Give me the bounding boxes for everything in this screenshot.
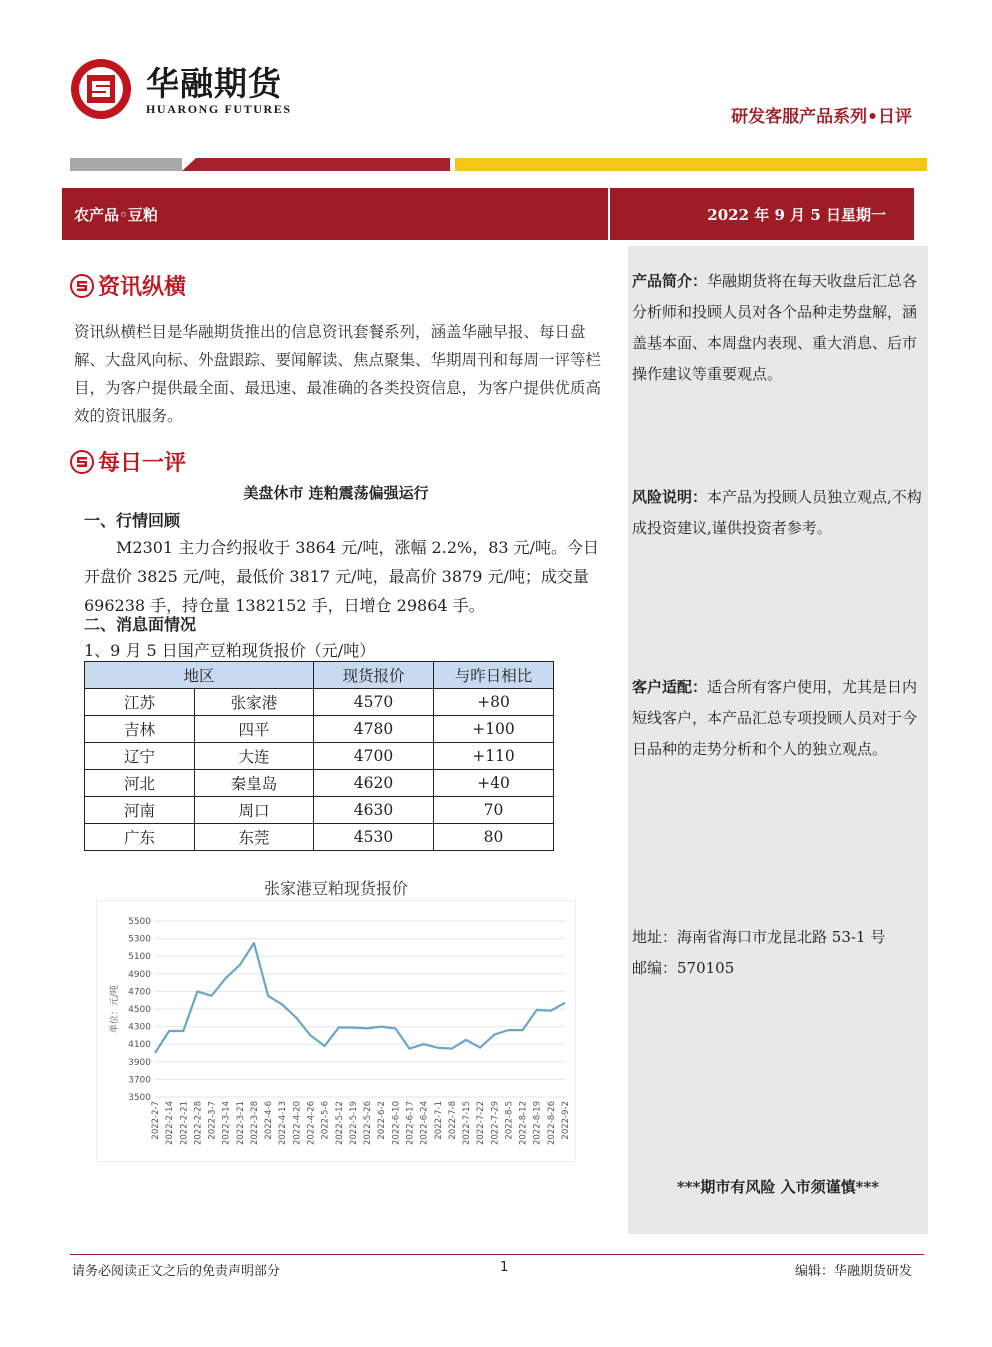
cell-change: +110 xyxy=(434,743,554,770)
y-axis-label: 单位：元/吨 xyxy=(110,984,120,1034)
x-tick-label: 2022-4-13 xyxy=(278,1101,289,1145)
y-tick-label: 3900 xyxy=(128,1057,151,1068)
x-tick-label: 2022-7-29 xyxy=(490,1101,501,1145)
decor-bar-gray xyxy=(70,158,182,171)
cell-province: 江苏 xyxy=(85,689,195,716)
cell-city: 秦皇岛 xyxy=(195,770,314,797)
cell-city: 四平 xyxy=(195,716,314,743)
cell-change: 80 xyxy=(434,824,554,851)
chart-title: 张家港豆粕现货报价 xyxy=(263,879,408,898)
article-title: 美盘休市 连粕震荡偏强运行 xyxy=(243,484,429,502)
cell-province: 河南 xyxy=(85,797,195,824)
cell-change: 70 xyxy=(434,797,554,824)
x-tick-label: 2022-2-7 xyxy=(151,1101,161,1140)
title-band-divider xyxy=(608,188,610,240)
section-heading-news: 资讯纵横 xyxy=(70,270,186,301)
header-change: 与昨日相比 xyxy=(434,662,554,689)
cell-price: 4630 xyxy=(314,797,434,824)
section-logo-icon xyxy=(70,450,94,474)
y-tick-label: 5500 xyxy=(128,917,151,927)
brand-name-en: HUARONG FUTURES xyxy=(146,102,292,116)
x-tick-label: 2022-7-15 xyxy=(462,1101,473,1145)
x-tick-label: 2022-7-22 xyxy=(476,1101,487,1145)
page-number: 1 xyxy=(500,1260,509,1275)
cell-price: 4530 xyxy=(314,824,434,851)
footer-rule xyxy=(70,1254,924,1255)
x-tick-label: 2022-7-1 xyxy=(433,1101,444,1140)
cell-province: 广东 xyxy=(85,824,195,851)
subheading-news: 二、消息面情况 xyxy=(84,615,197,634)
x-tick-label: 2022-5-6 xyxy=(320,1101,331,1140)
product-intro: 产品简介：华融期货将在每天收盘后汇总各分析师和投顾人员对各个品种走势盘解，涵盖基本面、本周盘内表现、重大消息、后市操作建议等重要观点。 xyxy=(632,272,918,383)
x-tick-label: 2022-3-28 xyxy=(249,1101,260,1145)
x-tick-label: 2022-2-14 xyxy=(165,1101,176,1145)
x-tick-label: 2022-6-24 xyxy=(419,1101,430,1145)
cell-price: 4570 xyxy=(314,689,434,716)
x-tick-label: 2022-4-26 xyxy=(306,1101,317,1145)
cell-price: 4700 xyxy=(314,743,434,770)
cell-province: 辽宁 xyxy=(85,743,195,770)
table-row xyxy=(85,797,554,824)
category-label: 农产品◦豆粕 xyxy=(74,206,158,224)
cell-province: 河北 xyxy=(85,770,195,797)
side-panel xyxy=(628,246,928,1234)
cell-city: 大连 xyxy=(195,743,314,770)
x-tick-label: 2022-5-19 xyxy=(348,1101,359,1145)
cell-change: +100 xyxy=(434,716,554,743)
cell-city: 周口 xyxy=(195,797,314,824)
table-row xyxy=(85,716,554,743)
price-line-chart xyxy=(97,901,575,1161)
x-tick-label: 2022-7-8 xyxy=(447,1101,458,1140)
x-tick-label: 2022-5-26 xyxy=(363,1101,374,1145)
table-row xyxy=(85,689,554,716)
cell-price: 4620 xyxy=(314,770,434,797)
table-caption: 1、9 月 5 日国产豆粕现货报价（元/吨） xyxy=(84,641,376,660)
cell-city: 张家港 xyxy=(195,689,314,716)
x-tick-label: 2022-3-14 xyxy=(221,1101,232,1145)
header-region: 地区 xyxy=(85,662,314,689)
section-logo-icon xyxy=(70,274,94,298)
x-tick-label: 2022-6-10 xyxy=(391,1101,402,1145)
footer-disclaimer-note: 请务必阅读正文之后的免责声明部分 xyxy=(72,1264,281,1279)
chart-frame xyxy=(96,900,576,1162)
decor-bar-red xyxy=(182,158,450,171)
decor-bar-yellow xyxy=(455,158,927,171)
y-tick-label: 4500 xyxy=(128,1005,151,1015)
y-tick-label: 5100 xyxy=(128,952,151,963)
series-label: 研发客服产品系列•日评 xyxy=(731,107,912,127)
subheading-market-review: 一、行情回顾 xyxy=(84,511,181,530)
section-heading-daily: 每日一评 xyxy=(70,446,186,477)
table-row xyxy=(85,770,554,797)
x-tick-label: 2022-4-6 xyxy=(264,1101,275,1140)
table-row xyxy=(85,824,554,851)
x-tick-label: 2022-2-28 xyxy=(193,1101,204,1145)
x-tick-label: 2022-6-17 xyxy=(405,1101,416,1145)
postcode: 邮编：570105 xyxy=(632,959,735,977)
spot-price-table xyxy=(84,661,554,851)
x-tick-label: 2022-8-26 xyxy=(546,1101,557,1145)
risk-warning: ***期市有风险 入市须谨慎*** xyxy=(676,1178,880,1196)
market-review-text: M2301 主力合约报收于 3864 元/吨，涨幅 2.2%，83 元/吨。今日开盘价 3825 元/吨，最低价 3817 元/吨，最高价 3879 元/吨；成交量 696238 手，持仓量 1382152 手，日增仓 29864 手。 xyxy=(84,538,600,615)
x-tick-label: 2022-3-21 xyxy=(235,1101,246,1145)
brand-name-cn: 华融期货 xyxy=(146,64,282,103)
y-tick-label: 3700 xyxy=(128,1075,151,1086)
x-tick-label: 2022-8-19 xyxy=(532,1101,543,1145)
x-tick-label: 2022-2-21 xyxy=(179,1101,190,1145)
risk-statement: 风险说明：本产品为投顾人员独立观点,不构成投资建议,谨供投资者参考。 xyxy=(632,488,922,537)
cell-province: 吉林 xyxy=(85,716,195,743)
cell-city: 东莞 xyxy=(195,824,314,851)
huarong-logo-icon xyxy=(70,58,132,120)
client-fit: 客户适配：适合所有客户使用，尤其是日内短线客户，本产品汇总专项投顾人员对于今日品种的走势分析和个人的独立观点。 xyxy=(632,678,918,758)
report-date: 2022 年 9 月 5 日星期一 xyxy=(707,206,886,224)
table-row xyxy=(85,743,554,770)
x-tick-label: 2022-9-2 xyxy=(561,1101,571,1140)
header-spot-price: 现货报价 xyxy=(314,662,434,689)
y-tick-label: 3500 xyxy=(128,1093,151,1103)
address: 地址：海南省海口市龙昆北路 53-1 号 xyxy=(632,928,886,946)
y-tick-label: 4900 xyxy=(128,969,151,980)
x-tick-label: 2022-4-20 xyxy=(292,1101,303,1145)
x-tick-label: 2022-6-2 xyxy=(377,1101,388,1140)
series-line xyxy=(155,943,565,1053)
y-tick-label: 4100 xyxy=(128,1040,151,1051)
cell-change: +80 xyxy=(434,689,554,716)
cell-price: 4780 xyxy=(314,716,434,743)
cell-change: +40 xyxy=(434,770,554,797)
x-tick-label: 2022-8-5 xyxy=(504,1101,515,1140)
table-header-row xyxy=(85,662,554,689)
y-tick-label: 4300 xyxy=(128,1022,151,1033)
footer-editor: 编辑：华融期货研发 xyxy=(794,1264,912,1279)
x-tick-label: 2022-5-12 xyxy=(334,1101,345,1145)
news-intro-text: 资讯纵横栏目是华融期货推出的信息资讯套餐系列，涵盖华融早报、每日盘解、大盘风向标、外盘跟踪、要闻解读、焦点聚集、华期周刊和每周一评等栏目，为客户提供最全面、最迅速、最准确的各类投资信息，为客户提供优质高效的资讯服务。 xyxy=(74,323,602,425)
y-tick-label: 4700 xyxy=(128,987,151,998)
y-tick-label: 5300 xyxy=(128,934,151,945)
x-tick-label: 2022-3-7 xyxy=(207,1101,218,1140)
x-tick-label: 2022-8-12 xyxy=(518,1101,529,1145)
